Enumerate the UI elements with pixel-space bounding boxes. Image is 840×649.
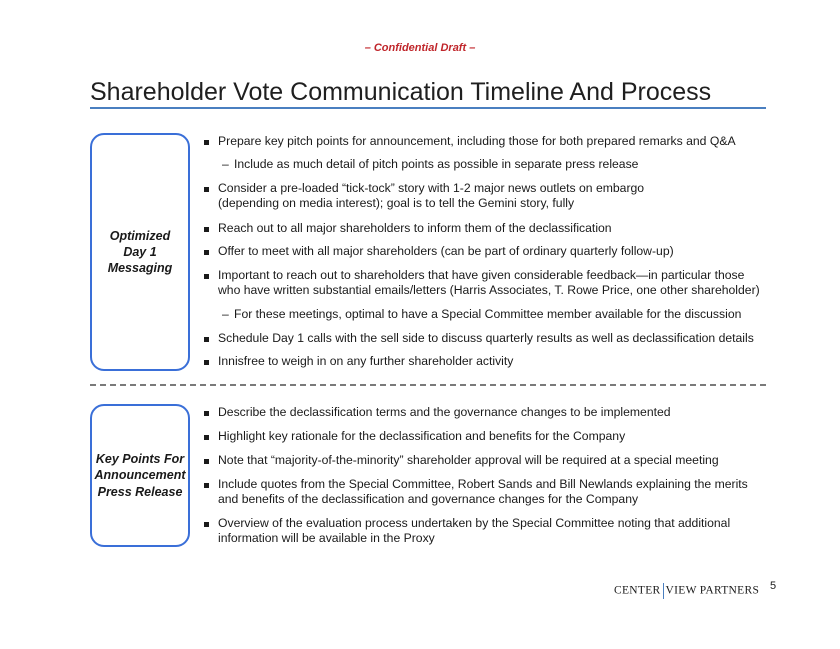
- section-label-line: Announcement: [94, 468, 186, 483]
- bullet-item: Include quotes from the Special Committee, Robert Sands and Bill Newlands explaining the merits and benefits of the declassification and governance changes for the Company: [204, 477, 759, 506]
- section-label-box-messaging: [90, 133, 190, 371]
- section-label-line: Key Points For: [95, 452, 185, 467]
- bullet-square-icon: [204, 360, 209, 365]
- bullet-square-icon: [204, 411, 209, 416]
- bullet-item: Important to reach out to shareholders that have given considerable feedback—in particular those who have written substantial emails/letters (Harris Associates, T. Rowe Price, one other shareholder): [204, 268, 764, 297]
- bullet-item: Note that “majority-of-the-minority” shareholder approval will be required at a special meeting: [204, 453, 719, 468]
- section-label-line: Day 1: [123, 244, 157, 259]
- section-label-line: Press Release: [97, 484, 183, 499]
- company-logo: [614, 583, 759, 599]
- bullet-item: Highlight key rationale for the declassification and benefits for the Company: [204, 429, 625, 444]
- bullet-item: Innisfree to weigh in on any further shareholder activity: [204, 354, 513, 369]
- bullet-square-icon: [204, 187, 209, 192]
- dash-icon: –: [222, 157, 229, 171]
- logo-text-right: VIEW PARTNERS: [665, 584, 760, 597]
- page-title: Shareholder Vote Communication Timeline And Process: [90, 78, 712, 106]
- bullet-square-icon: [204, 459, 209, 464]
- section-divider: [90, 384, 766, 386]
- section-label-box-press-release: [90, 404, 190, 547]
- bullet-item: Consider a pre-loaded “tick-tock” story with 1-2 major news outlets on embargo (depending on media interest); goal is to tell the Gemini story, fully: [204, 181, 704, 210]
- sub-bullet-item: – Include as much detail of pitch points as possible in separate press release: [222, 157, 639, 171]
- bullet-item: Reach out to all major shareholders to inform them of the declassification: [204, 221, 612, 236]
- bullet-square-icon: [204, 250, 209, 255]
- bullet-square-icon: [204, 227, 209, 232]
- logo-text-left: CENTER: [614, 584, 661, 597]
- bullet-square-icon: [204, 483, 209, 488]
- bullet-square-icon: [204, 140, 209, 145]
- bullet-square-icon: [204, 274, 209, 279]
- section-label-line: Optimized: [109, 228, 171, 243]
- page-number: 5: [770, 580, 777, 592]
- title-underline: [90, 107, 766, 109]
- bullet-item: Prepare key pitch points for announcement, including those for both prepared remarks and Q&A: [204, 134, 736, 149]
- bullet-square-icon: [204, 337, 209, 342]
- bullet-square-icon: [204, 435, 209, 440]
- dash-icon: –: [222, 307, 229, 321]
- bullet-item: Offer to meet with all major shareholders (can be part of ordinary quarterly follow-up): [204, 244, 674, 259]
- logo-divider-bar: [663, 583, 664, 599]
- bullet-item: Describe the declassification terms and the governance changes to be implemented: [204, 405, 671, 420]
- bullet-item: Overview of the evaluation process undertaken by the Special Committee noting that additional information will be available in the Proxy: [204, 516, 734, 545]
- sub-bullet-item: – For these meetings, optimal to have a Special Committee member available for the discussion: [222, 307, 742, 321]
- bullet-item: Schedule Day 1 calls with the sell side to discuss quarterly results as well as declassification details: [204, 331, 754, 346]
- confidential-draft-label: – Confidential Draft –: [364, 42, 476, 54]
- bullet-square-icon: [204, 522, 209, 527]
- section-label-line: Messaging: [107, 261, 173, 276]
